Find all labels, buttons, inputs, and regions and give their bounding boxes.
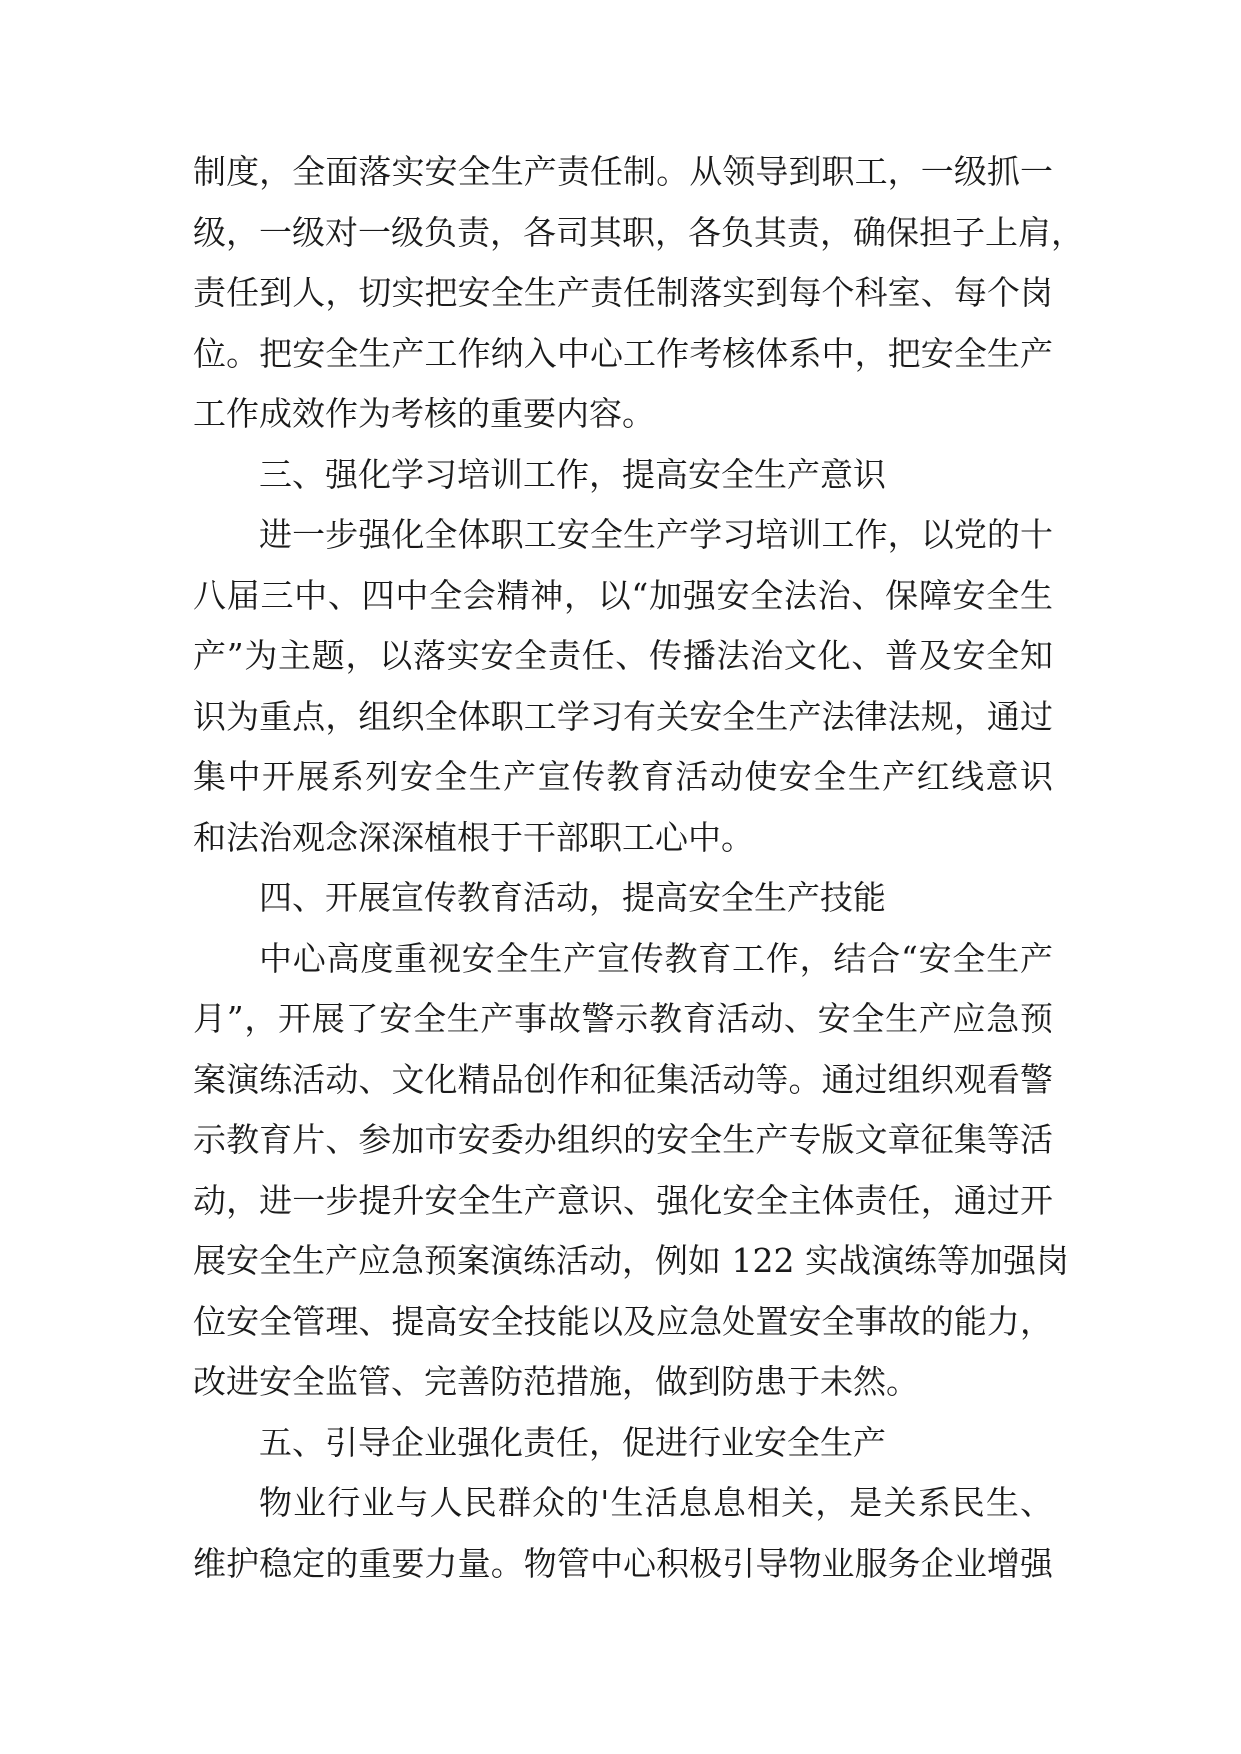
paragraph-line: 级，一级对一级负责，各司其职，各负其责，确保担子上肩，: [193, 212, 1084, 252]
paragraph-line: 和法治观念深深植根于干部职工心中。: [193, 817, 754, 857]
paragraph-line: 案演练活动、文化精品创作和征集活动等。通过组织观看警: [193, 1059, 1053, 1099]
paragraph-line: 动，进一步提升安全生产意识、强化安全主体责任，通过开: [193, 1180, 1053, 1220]
paragraph-line: 识为重点，组织全体职工学习有关安全生产法律法规，通过: [193, 696, 1053, 736]
paragraph-line: 示教育片、参加市安委办组织的安全生产专版文章征集等活: [193, 1120, 1053, 1159]
paragraph-line: 责任到人，切实把安全生产责任制落实到每个科室、每个岗: [193, 273, 1053, 312]
paragraph-line: 改进安全监管、完善防范措施，做到防患于未然。: [193, 1362, 919, 1401]
section-heading: 五、引导企业强化责任，促进行业安全生产: [259, 1422, 886, 1462]
paragraph-line: 八届三中、四中全会精神，以“加强安全法治、保障安全生: [193, 575, 1053, 615]
paragraph-line: 展安全生产应急预案演练活动，例如 122 实战演练等加强岗: [193, 1241, 1069, 1280]
paragraph-line: 产”为主题，以落实安全责任、传播法治文化、普及安全知: [193, 636, 1053, 675]
paragraph-line: 维护稳定的重要力量。物管中心积极引导物业服务企业增强: [193, 1543, 1053, 1583]
document-body: [193, 142, 1084, 1594]
paragraph-line: 制度，全面落实安全生产责任制。从领导到职工，一级抓一: [193, 152, 1053, 191]
paragraph-line: 进一步强化全体职工安全生产学习培训工作，以党的十: [259, 515, 1053, 554]
section-heading: 四、开展宣传教育活动，提高安全生产技能: [259, 878, 886, 917]
paragraph-line: 位安全管理、提高安全技能以及应急处置安全事故的能力，: [193, 1301, 1053, 1341]
paragraph: [193, 1473, 1053, 1594]
paragraph: [193, 929, 1069, 1413]
paragraph-line: 工作成效作为考核的重要内容。: [193, 394, 655, 433]
paragraph-line: 物业行业与人民群众的'生活息息相关，是关系民生、: [259, 1483, 1053, 1522]
paragraph-line: 月”，开展了安全生产事故警示教育活动、安全生产应急预: [193, 999, 1053, 1038]
paragraph-line: 中心高度重视安全生产宣传教育工作，结合“安全生产: [259, 938, 1053, 978]
paragraph-line: 位。把安全生产工作纳入中心工作考核体系中，把安全生产: [193, 333, 1053, 373]
section-heading: 三、强化学习培训工作，提高安全生产意识: [259, 454, 886, 494]
paragraph-line: 集中开展系列安全生产宣传教育活动使安全生产红线意识: [193, 757, 1053, 796]
paragraph: [193, 505, 1053, 868]
paragraph: [193, 142, 1084, 445]
